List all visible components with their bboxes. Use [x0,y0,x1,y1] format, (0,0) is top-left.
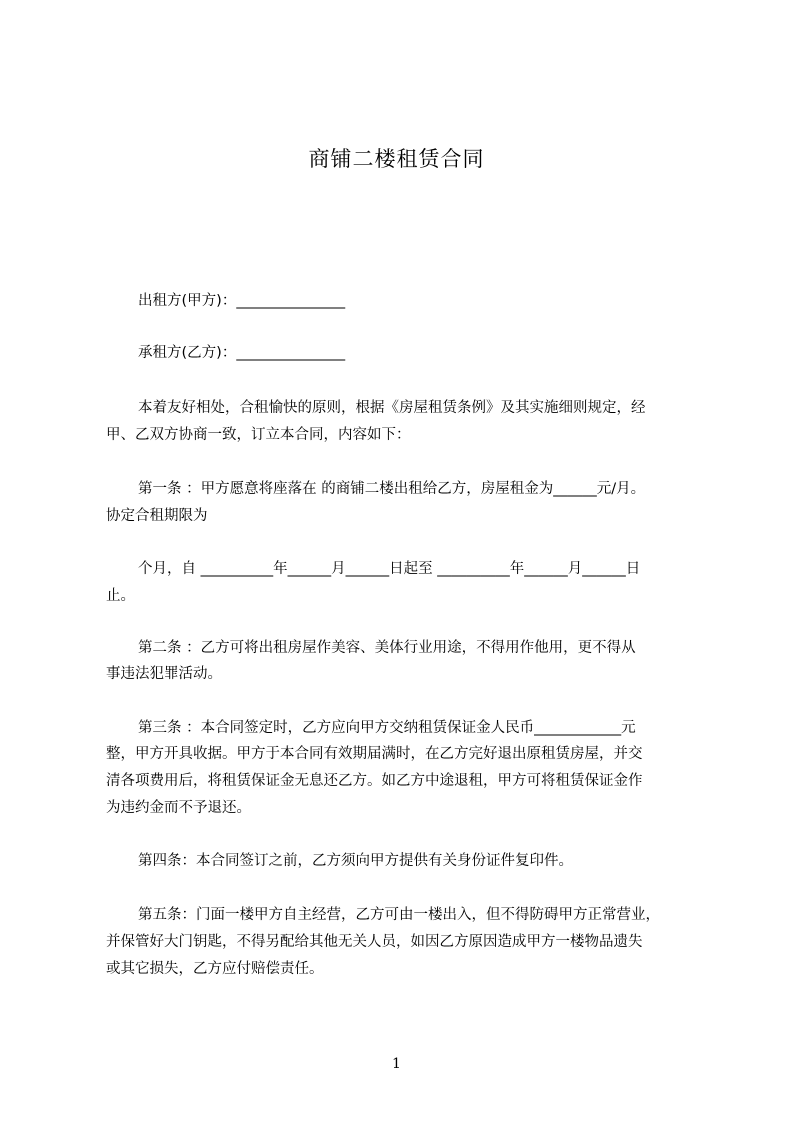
article5-line-2: 并保管好大门钥匙，不得另配给其他无关人员，如因乙方原因造成甲方一楼物品遗失 [106,934,643,950]
article3-line-4: 为违约金而不予退还。 [106,800,251,816]
article2-line-1: 第二条 ：乙方可将出租房屋作美容、美体行业用途，不得用作他用，更不得从 [138,640,636,656]
article1-line-2: 协定合租期限为 [106,508,208,524]
preamble-line-1: 本着友好相处，合租愉快的原则，根据《房屋租赁条例》及其实施细则规定，经 [138,400,646,416]
article1-cont-line-1: 个月，自 __________年______月______日起至 __________年______月______日 [138,561,641,577]
article3-line-3: 清各项费用后，将租赁保证金无息还乙方。如乙方中途退租，甲方可将租赁保证金作 [106,773,643,789]
article3-line-2: 整，甲方开具收据。甲方于本合同有效期届满时，在乙方完好退出原租赁房屋，并交 [106,746,643,762]
article5-line-1: 第五条：门面一楼甲方自主经营，乙方可由一楼出入，但不得防碍甲方正常营业， [138,907,660,923]
document-title: 商铺二楼租赁合同 [308,147,485,171]
article1-line-1: 第一条 ：甲方愿意将座落在 的商铺二楼出租给乙方，房屋租金为______元/月。 [138,481,646,497]
article5-line-3: 或其它损失，乙方应付赔偿责任。 [106,961,324,977]
page-number: 1 [392,1056,401,1072]
lessee-line: 承租方(乙方)：_______________ [138,345,346,361]
article4-line: 第四条：本合同签订之前，乙方须向甲方提供有关身份证件复印件。 [138,853,573,869]
article3-line-1: 第三条 ：本合同签定时，乙方应向甲方交纳租赁保证金人民币____________元 [138,720,636,736]
lessor-line: 出租方(甲方)：_______________ [138,293,346,309]
article1-cont-line-2: 止。 [106,588,135,604]
article2-line-2: 事违法犯罪活动。 [106,666,222,682]
preamble-line-2: 甲、乙双方协商一致，订立本合同，内容如下： [106,427,411,443]
